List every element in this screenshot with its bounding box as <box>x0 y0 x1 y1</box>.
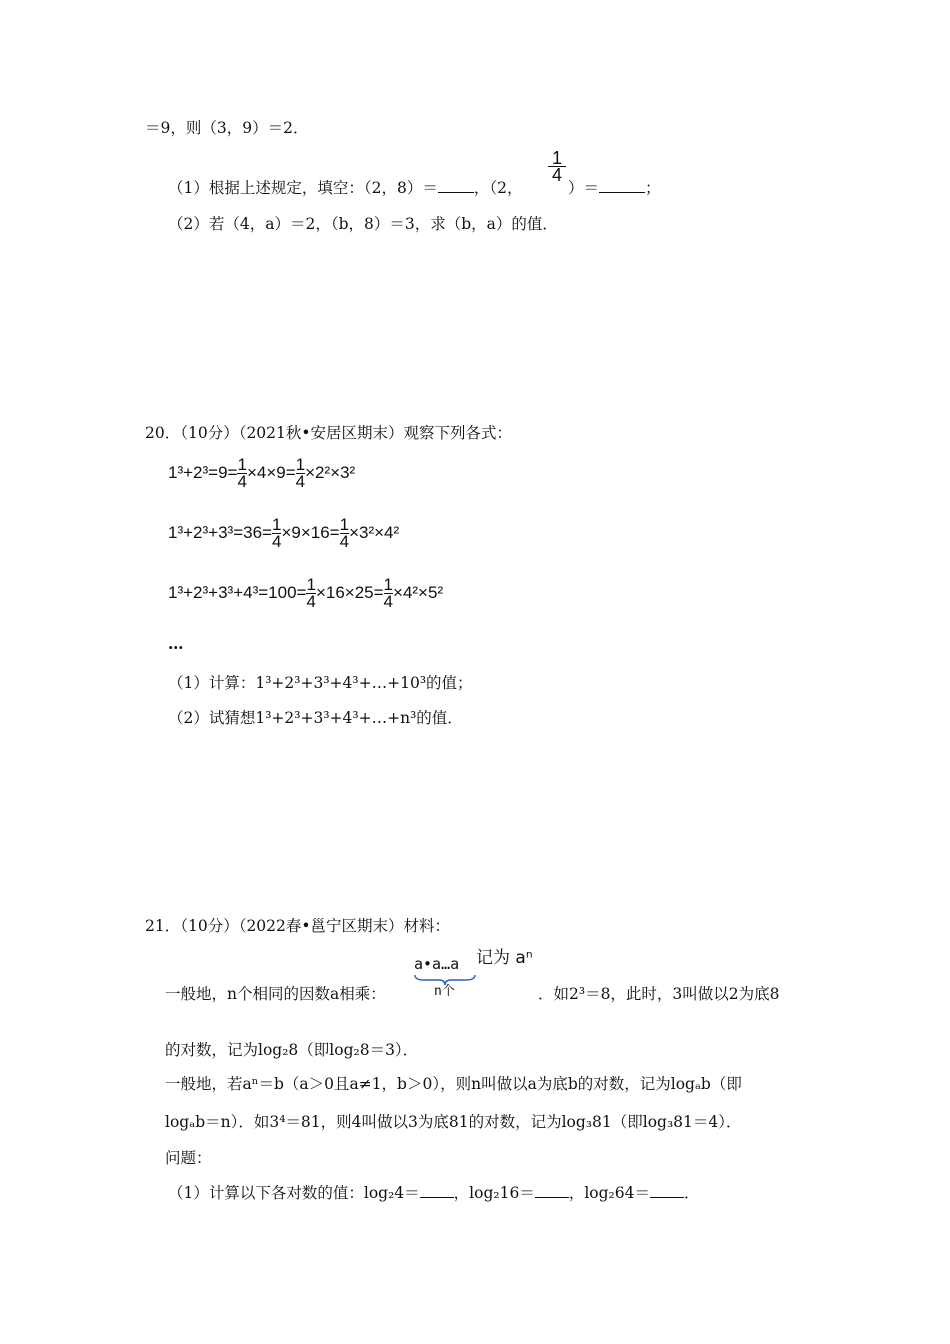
frac-numerator: 1 <box>295 455 306 475</box>
brace-note: 记为 aⁿ <box>476 948 533 968</box>
q21-line6-c: ，log₂64＝ <box>568 1184 650 1202</box>
q20-formula-2 <box>168 515 399 551</box>
q19-part1-text-a: （1）根据上述规定，填空：（2，8）＝ <box>168 179 438 197</box>
q19-part2: （2）若（4，a）＝2，（b，8）＝3，求（b，a）的值． <box>168 215 558 233</box>
q19-blank-1[interactable] <box>438 178 474 193</box>
q19-part1-text-c: ）＝ <box>568 179 600 197</box>
q21-line5: 问题： <box>165 1149 212 1167</box>
formula-lhs: 1³+2³=9= <box>168 463 238 482</box>
formula-rhs: ×2²×3² <box>305 463 356 482</box>
frac-denominator: 4 <box>306 592 316 612</box>
brace-bottom-text: n个 <box>434 984 455 999</box>
q21-blank-3[interactable] <box>650 1183 684 1198</box>
q21-line6-a: （1）计算以下各对数的值：log₂4＝ <box>168 1184 420 1202</box>
q20-formula-3 <box>168 575 443 611</box>
q20-part1: （1）计算：1³+2³+3³+4³+…+10³的值； <box>168 674 473 692</box>
q19-continuation: ＝9，则（3，9）＝2． <box>145 119 309 137</box>
brace-top-text: a•a…a <box>414 955 460 973</box>
q21-line6 <box>168 1183 699 1203</box>
formula-rhs: ×4²×5² <box>393 583 444 602</box>
q19-part1 <box>168 178 522 198</box>
q21-line6-b: ，log₂16＝ <box>453 1184 535 1202</box>
q20-ellipsis: … <box>168 634 184 653</box>
frac-denominator: 4 <box>383 592 394 612</box>
frac-denominator: 4 <box>295 472 306 492</box>
frac-numerator: 1 <box>551 148 562 168</box>
q21-header: 21．（10分）（2022春•邕宁区期末）材料： <box>145 917 451 935</box>
q19-part1-text-b: ，（2， <box>473 179 523 197</box>
frac-denominator: 4 <box>339 532 350 552</box>
frac-numerator: 1 <box>306 575 316 595</box>
q21-line2: 的对数，记为log₂8（即log₂8＝3）． <box>165 1041 419 1059</box>
formula-mid: ×9×16= <box>281 523 340 542</box>
frac-denominator: 4 <box>551 165 562 185</box>
q21-blank-2[interactable] <box>535 1183 569 1198</box>
q20-formula-1 <box>168 455 355 491</box>
formula-lhs: 1³+2³+3³=36= <box>168 523 272 542</box>
formula-mid: ×4×9= <box>246 463 296 482</box>
formula-rhs: ×3²×4² <box>349 523 400 542</box>
frac-numerator: 1 <box>383 575 394 595</box>
q21-line3: 一般地，若aⁿ＝b（a＞0且a≠1，b＞0），则n叫做以a为底b的对数，记为logₐb（即 <box>165 1075 742 1093</box>
q21-line4: logₐb＝n）．如3⁴＝81，则4叫做以3为底81的对数，记为log₃81（即log₃81＝4）． <box>165 1113 742 1131</box>
frac-numerator: 1 <box>271 515 282 535</box>
q21-line1-b: ．如2³＝8，此时，3叫做以2为底8 <box>538 985 780 1003</box>
q20-header: 20．（10分）（2021秋•安居区期末）观察下列各式： <box>145 424 513 442</box>
frac-denominator: 4 <box>237 472 247 492</box>
q21-line1-a: 一般地，n个相同的因数a相乘： <box>165 985 386 1003</box>
q21-blank-1[interactable] <box>420 1183 454 1198</box>
q21-line6-d: ． <box>683 1184 700 1202</box>
q19-part1-tail <box>568 178 661 198</box>
frac-denominator: 4 <box>271 532 282 552</box>
q19-fraction <box>548 150 566 183</box>
q19-blank-2[interactable] <box>599 178 645 193</box>
q19-part1-text-d: ； <box>645 179 661 197</box>
formula-mid: ×16×25= <box>315 583 384 602</box>
frac-numerator: 1 <box>237 455 247 475</box>
frac-numerator: 1 <box>339 515 350 535</box>
formula-lhs: 1³+2³+3³+4³=100= <box>168 583 307 602</box>
q20-part2: （2）试猜想1³+2³+3³+4³+…+n³的值． <box>168 709 463 727</box>
